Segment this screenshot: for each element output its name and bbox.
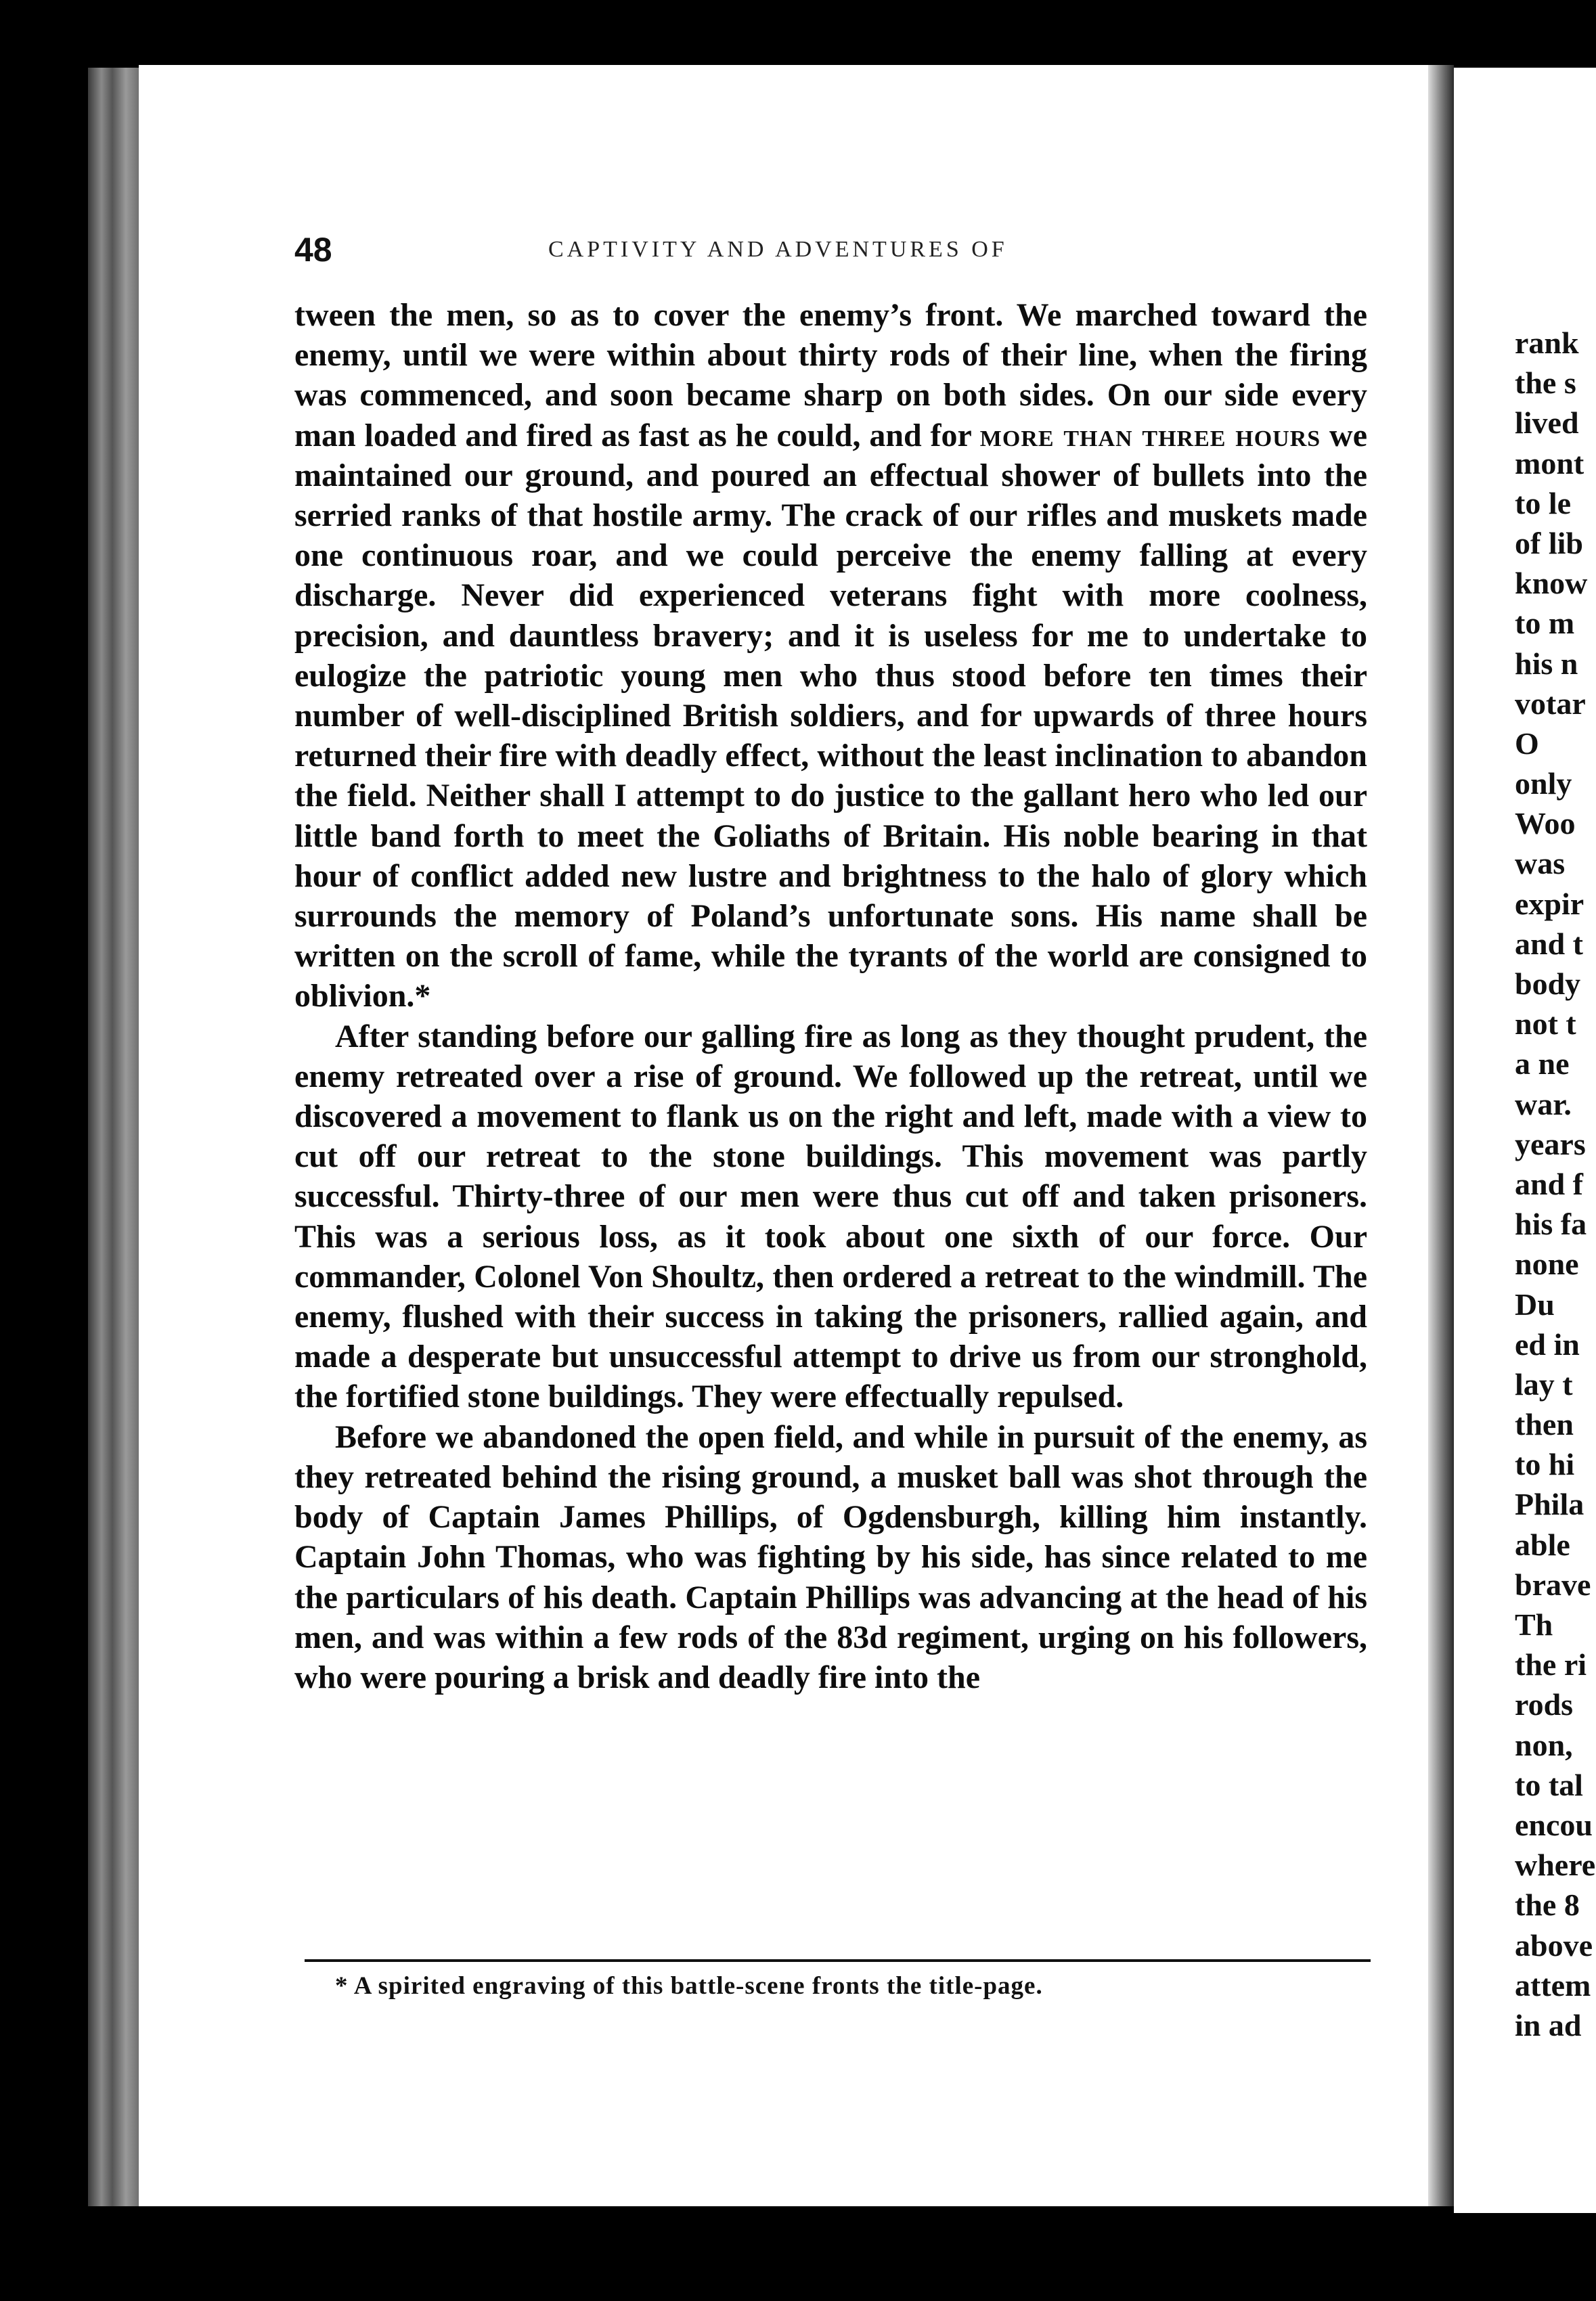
- facing-page-line: above: [1515, 1927, 1593, 1963]
- facing-page-line: the 8: [1515, 1887, 1580, 1923]
- paragraph: [294, 295, 1367, 1017]
- facing-page-line: rank: [1515, 326, 1579, 360]
- footnote: * A spirited engraving of this battle-scene fronts the title-page.: [335, 1972, 1043, 2000]
- facing-page-line: rods: [1515, 1687, 1574, 1722]
- facing-page-line: lived: [1515, 405, 1579, 441]
- paragraph-text: tween the men, so as to cover the enemy’s front. We marched toward the enemy, until we were within about thirty rods of their line, when the firing was commenced, and soon became sharp on both sides. On our side every man loaded and fired as fast as he could, and for: [294, 297, 1367, 453]
- facing-page-line: lay t: [1515, 1366, 1573, 1402]
- facing-page-line: mont: [1515, 445, 1584, 481]
- facing-page-line: not t: [1515, 1006, 1576, 1042]
- running-head: [294, 230, 1388, 271]
- facing-page-line: know: [1515, 566, 1588, 601]
- facing-page-line: expir: [1515, 886, 1584, 921]
- facing-page-line: attem: [1515, 1967, 1591, 2003]
- facing-page-line: able: [1515, 1527, 1570, 1562]
- facing-page-line: brave: [1515, 1567, 1591, 1602]
- running-head-title: CAPTIVITY AND ADVENTURES OF: [548, 237, 1008, 262]
- facing-page-line: to m: [1515, 606, 1575, 641]
- paragraph-text: we maintained our ground, and poured an effectual shower of bullets into the serried ranks of that hostile army. The crack of our rifles and muskets made one continuous roar, and we could perceive the enemy falling at every discharge. Never did experienced veterans fight with more coolness, precision, and dauntless bravery; and it is useless for me to undertake to eulogize the patriotic young men who thus stood before ten times their number of well-disciplined British soldiers, and for upwards of three hours returned their fire with deadly effect, without the least inclination to abandon the field. Neither shall I attempt to do justice to the gallant hero who led our little band forth to meet the Goliaths of Britain. His noble bearing in that hour of conflict added new lustre and brightness to the halo of glory which surrounds the memory of Poland’s unfortunate sons. His name shall be written on the scroll of fame, while the tyrants of the world are consigned to oblivion.*: [294, 417, 1367, 1014]
- facing-page-line: Woo: [1515, 806, 1576, 841]
- paragraph: After standing before our galling fire as long as they thought prudent, the enemy retreated over a rise of ground. We followed up the retreat, until we discovered a movement to flank us on the right and left, made with a view to cut off our retreat to the stone buildings. This movement was partly successful. Thirty-three of our men were thus cut off and taken prisoners. This was a serious loss, as it took about one sixth of our force. Our commander, Colonel Von Shoultz, then ordered a retreat to the windmill. The enemy, flushed with their success in taking the prisoners, rallied again, and made a desperate but unsuccessful attempt to drive us from our stronghold, the fortified stone buildings. They were effectually repulsed.: [294, 1018, 1367, 1415]
- facing-page-line: Phila: [1515, 1487, 1584, 1522]
- facing-page-line: of lib: [1515, 525, 1583, 560]
- facing-page-line: the ri: [1515, 1647, 1587, 1682]
- facing-page-line: O: [1515, 725, 1539, 761]
- small-caps-phrase: more than three hours: [979, 417, 1321, 453]
- facing-page-line: years: [1515, 1126, 1586, 1161]
- facing-page-line: and f: [1515, 1166, 1583, 1201]
- facing-page-line: war.: [1515, 1086, 1572, 1121]
- facing-page-line: a ne: [1515, 1046, 1570, 1081]
- facing-page-line: in ad: [1515, 2007, 1582, 2042]
- facing-page-line: encou: [1515, 1807, 1593, 1842]
- facing-page: [1454, 68, 1596, 2213]
- page-number: 48: [294, 231, 332, 269]
- facing-page-text: [1515, 323, 1595, 2045]
- facing-page-line: Th: [1515, 1607, 1553, 1642]
- paragraph: Before we abandoned the open field, and while in pursuit of the enemy, as they retreated behind the rising ground, a musket ball was shot through the body of Captain James Phillips, of Ogdensburgh, killing him instantly. Captain John Thomas, who was fighting by his side, has since related to me the particulars of his death. Captain Phillips was advancing at the head of his men, and was within a few rods of the 83d regiment, urging on his followers, who were pouring a brisk and deadly fire into the: [294, 1418, 1367, 1695]
- facing-page-line: and t: [1515, 926, 1583, 961]
- facing-page-line: then: [1515, 1407, 1574, 1442]
- facing-page-line: only: [1515, 766, 1572, 801]
- book-gutter: [1428, 65, 1454, 2206]
- facing-page-line: ed in: [1515, 1326, 1580, 1362]
- facing-page-line: none: [1515, 1247, 1579, 1282]
- facing-page-line: where: [1515, 1848, 1596, 1883]
- facing-page-line: his n: [1515, 646, 1578, 681]
- facing-page-line: his fa: [1515, 1207, 1587, 1242]
- facing-page-line: was: [1515, 846, 1566, 881]
- facing-page-line: votar: [1515, 686, 1586, 721]
- body-text: [294, 295, 1367, 1697]
- facing-page-line: Du: [1515, 1287, 1555, 1322]
- book-page-edge: [88, 68, 142, 2206]
- footnote-rule: [305, 1959, 1371, 1962]
- facing-page-line: non,: [1515, 1727, 1573, 1762]
- facing-page-line: to tal: [1515, 1767, 1583, 1802]
- facing-page-line: the s: [1515, 365, 1576, 401]
- facing-page-line: body: [1515, 966, 1581, 1001]
- facing-page-line: to le: [1515, 485, 1572, 520]
- facing-page-line: to hi: [1515, 1447, 1575, 1482]
